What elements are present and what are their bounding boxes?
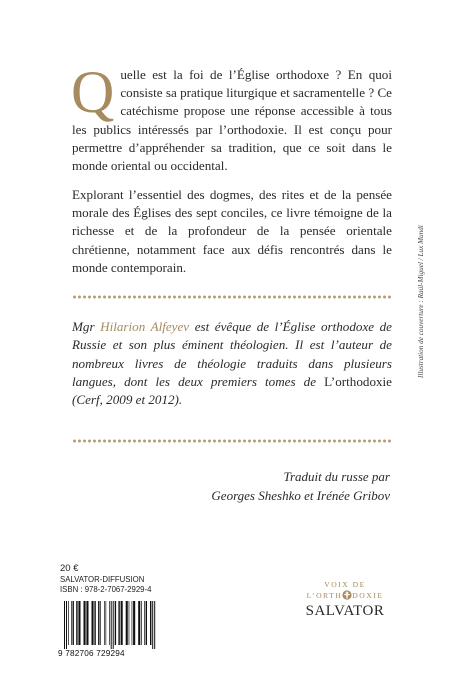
barcode-bar — [84, 601, 86, 645]
barcode-bar — [98, 601, 99, 645]
barcode-bar — [126, 601, 128, 645]
barcode-bar — [121, 601, 123, 645]
author-name: Hilarion Alfeyev — [100, 319, 190, 334]
author-bio-text-1: est évêque de l’Église orthodoxe de Russie et son plus éminent théologien. Il est l’auteur de nombreux livres de théologie traduits dans plusieurs langues, dont les deux premiers tomes de — [72, 319, 392, 389]
intro-paragraph — [71, 59, 392, 175]
translation-credit — [90, 468, 390, 505]
barcode-bar — [64, 601, 65, 649]
translation-line-1: Traduit du russe par — [283, 469, 390, 484]
price: 20 € — [60, 563, 79, 574]
book-title: L’orthodoxie — [324, 373, 392, 389]
barcode-bar — [78, 601, 80, 645]
barcode-bar — [109, 601, 110, 645]
barcode-bar — [146, 601, 147, 645]
distributor: SALVATOR-DIFFUSION — [60, 575, 145, 584]
barcode-bar — [100, 601, 101, 645]
barcode-bar — [113, 601, 114, 649]
barcode-bar — [141, 601, 142, 645]
series-name-line-1: VOIX DE — [324, 580, 366, 589]
summary-paragraph: Explorant l’essentiel des dogmes, des rites et de la pensée morale des Églises des sept conciles, ce livre témoigne de la richesse et de la profondeur de la pensée orientale chrétienne, notamment face aux défis rencontrés dans le monde contemporain. — [72, 187, 392, 275]
intro-text: uelle est la foi de l’Église orthodoxe ? En quoi consiste sa pratique liturgique et sacramentelle ? Ce catéchisme propose une réponse accessible à tous les publics intéressés par l’orthodoxie. Il est conçu pour permettre d’appréhender sa tradition, que ce soit dans le monde oriental ou occidental. — [72, 67, 392, 174]
barcode-bar — [118, 601, 119, 645]
barcode-bar — [152, 601, 153, 649]
barcode-bar — [68, 601, 69, 645]
author-bio — [72, 318, 392, 409]
series-part-b: DOXIE — [352, 591, 384, 600]
translators: Georges Sheshko et Irénée Gribov — [211, 487, 390, 503]
author-bio-text-2: (Cerf, 2009 et 2012). — [72, 392, 183, 408]
publisher-name: SALVATOR — [305, 603, 385, 619]
barcode-bar — [132, 601, 133, 645]
barcode-bar — [115, 601, 116, 645]
barcode-bar — [66, 601, 67, 649]
ornamental-border-bottom — [72, 438, 392, 444]
series-name-line-2 — [300, 590, 390, 601]
barcode-bar — [138, 601, 140, 645]
barcode-bar — [94, 601, 95, 645]
barcode-bar — [129, 601, 130, 645]
series-part-a: L’ORTH — [306, 591, 343, 600]
cover-illustration-credit: Illustration de couverture : Raúl-Miguel / Lux Mundi — [417, 225, 425, 378]
barcode-bars — [60, 601, 158, 649]
barcode-bar — [92, 601, 94, 645]
barcode-bar — [73, 601, 74, 645]
publisher-logo — [300, 580, 390, 621]
author-prefix: Mgr — [72, 319, 101, 334]
barcode-bar — [144, 601, 145, 645]
ornamental-border-top — [72, 294, 392, 300]
barcode — [60, 601, 158, 656]
barcode-bar — [86, 601, 88, 645]
drop-cap: Q — [71, 59, 115, 125]
barcode-bar — [106, 601, 107, 645]
barcode-bar — [133, 601, 135, 645]
barcode-bar — [104, 601, 105, 645]
barcode-bar — [71, 601, 72, 645]
barcode-digits: 9 782706 729294 — [58, 649, 160, 658]
price-block — [60, 563, 151, 594]
barcode-bar — [154, 601, 155, 649]
barcode-bar — [150, 601, 151, 645]
orthodox-cross-icon — [342, 590, 352, 600]
barcode-bar — [111, 601, 112, 649]
barcode-bar — [76, 601, 77, 645]
isbn: ISBN : 978-2-7067-2929-4 — [60, 584, 152, 594]
